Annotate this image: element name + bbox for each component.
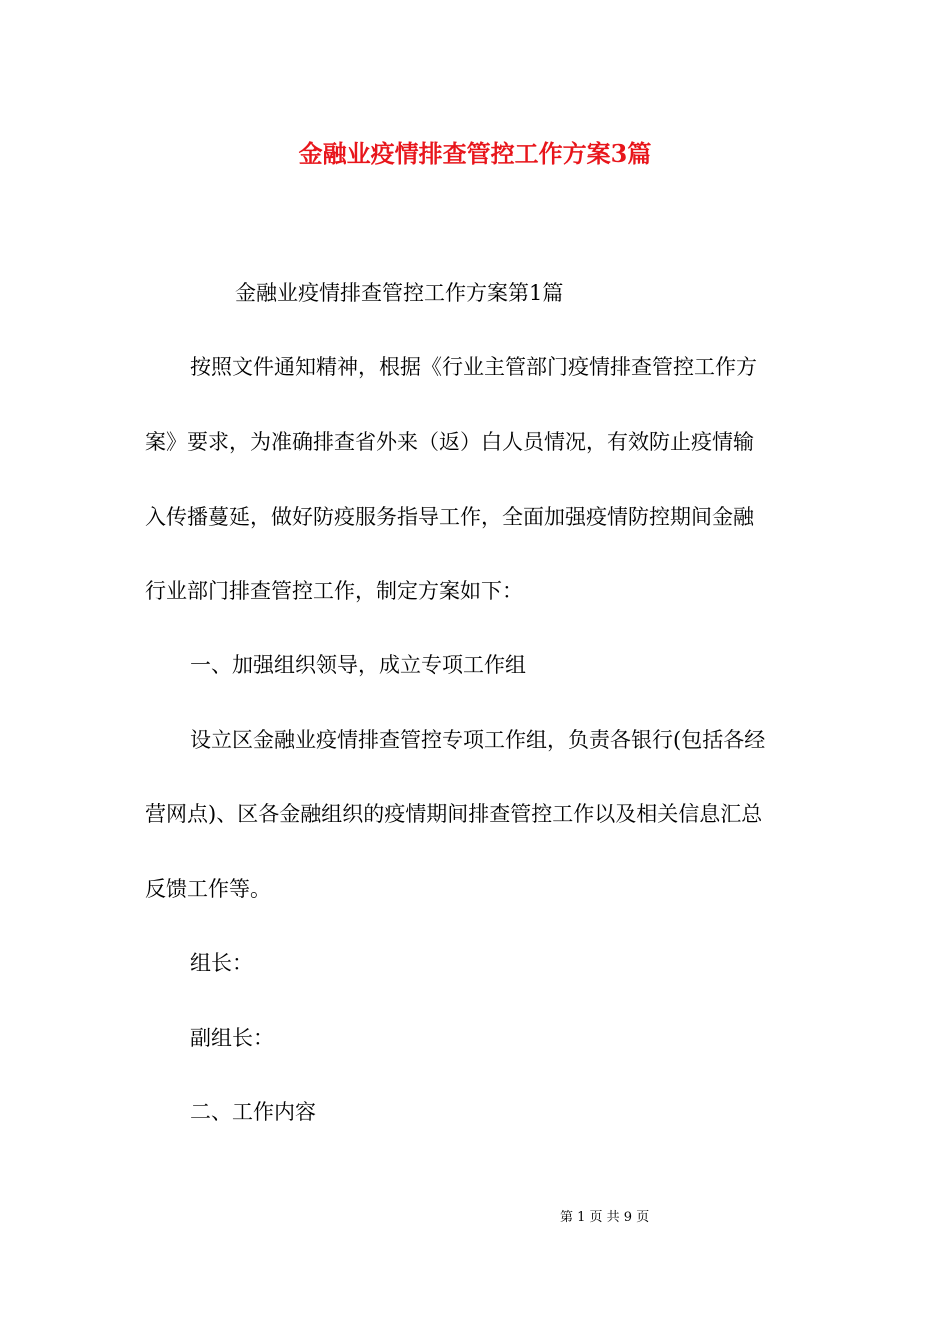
paragraph-line: 设立区金融业疫情排查管控专项工作组，负责各银行(包括各经	[190, 728, 766, 752]
document-title: 金融业疫情排查管控工作方案3篇	[298, 139, 652, 168]
paragraph-line: 营网点)、区各金融组织的疫情期间排查管控工作以及相关信息汇总	[145, 802, 763, 826]
paragraph-line: 入传播蔓延，做好防疫服务指导工作，全面加强疫情防控期间金融	[145, 505, 754, 529]
paragraph-line: 案》要求，为准确排查省外来（返）白人员情况，有效防止疫情输	[145, 430, 754, 454]
paragraph-line: 按照文件通知精神，根据《行业主管部门疫情排查管控工作方	[190, 355, 757, 379]
deputy-leader-label: 副组长：	[190, 1026, 274, 1050]
section-subtitle: 金融业疫情排查管控工作方案第1篇	[235, 281, 564, 305]
leader-label: 组长：	[190, 951, 253, 975]
section-heading: 一、加强组织领导，成立专项工作组	[190, 653, 526, 677]
page-number-footer: 第 1 页 共 9 页	[560, 1210, 650, 1225]
paragraph-line: 反馈工作等。	[145, 877, 271, 901]
section-heading: 二、工作内容	[190, 1100, 316, 1124]
paragraph-line: 行业部门排查管控工作，制定方案如下：	[145, 579, 523, 603]
